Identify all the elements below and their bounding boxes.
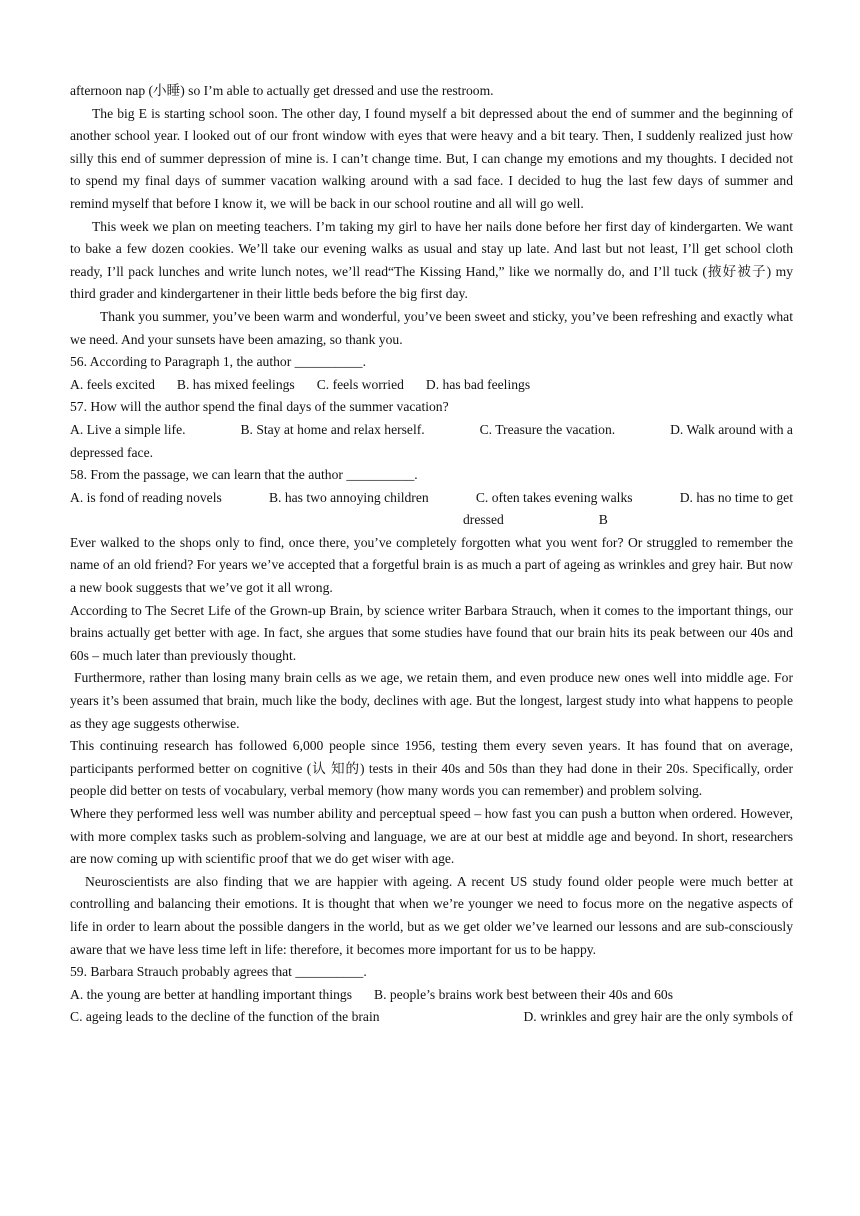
option-a: A. feels excited [70,376,155,392]
section-label: B [598,512,608,528]
paragraph-2: This week we plan on meeting teachers. I’m taking my girl to have her nails done before her first day of kindergarten. We want to bake a few dozen cookies. We’ll take our evening walks as usual and stay up late. And last but not least, I’ll get school cloth ready, I’ll pack lunches and write lunch notes, we’ll read“The Kissing Hand,” like we normally do, and I’ll tuck (掖好被子) my third grader and kindergartener in their little beds before the big first day. [70,218,793,302]
option-b: B. has two annoying children [268,489,429,505]
question-59-stem: 59. Barbara Strauch probably agrees that __________. [70,964,367,980]
option-a: A. Live a simple life. [70,421,186,437]
paragraph-continuation: afternoon nap (小睡) so I’m able to actually get dressed and use the restroom. [70,83,494,98]
question-56-options [70,374,793,397]
question-58-options [70,487,793,510]
passage-b-paragraph-2: According to The Secret Life of the Grown-up Brain, by science writer Barbara Strauch, when it comes to the important things, our brains actually get better with age. In fact, she argues that some studies have found that our brain hits its peak between our 40s and 60s – much later than previously thought. [70,602,793,663]
option-c: C. often takes evening walks [475,489,633,505]
paragraph-3: Thank you summer, you’ve been warm and wonderful, you’ve been sweet and sticky, you’ve been refreshing and exactly what we need. And your sunsets have been amazing, so thank you. [70,308,793,347]
question-57-options [70,419,793,442]
option-b: B. people’s brains work best between their 40s and 60s [374,986,674,1002]
paragraph-1: The big E is starting school soon. The other day, I found myself a bit depressed about the end of summer and the beginning of another school year. I looked out of our front window with eyes that were heavy and a bit teary. Then, I suddenly realized just how silly this end of summer depression of mine is. I can’t change time. But, I can change my emotions and my thoughts. I decided not to spend my final days of summer vacation walking around with a sad face. I decided to hug the last few days of summer and remind myself that before I know it, we will be back in our school routine and all will go well. [70,105,793,211]
passage-b-paragraph-6: Neuroscientists are also finding that we are happier with ageing. A recent US study found older people were much better at controlling and balancing their emotions. It is thought that when we’re younger we need to focus more on the negative aspects of life in order to learn about the possible dangers in the world, but as we get older we’ve learned our lessons and are sub-consciously aware that we have less time left in life: therefore, it becomes more important for us to be happy. [70,873,793,957]
question-58-stem: 58. From the passage, we can learn that the author __________. [70,467,418,483]
option-a: A. is fond of reading novels [70,489,222,505]
passage-b-paragraph-1: Ever walked to the shops only to find, once there, you’ve completely forgotten what you went for? Or struggled to remember the name of an old friend? For years we’ve accepted that a forgetful brain is as much a part of ageing as wrinkles and grey hair. But now a new book suggests that we’ve got it all wrong. [70,534,793,596]
question-59-options-row1 [70,984,793,1007]
passage-b-paragraph-4: This continuing research has followed 6,000 people since 1956, testing them every seven years. It has found that on average, participants performed better on cognitive (认 知的) tests in their 40s and 50s than they had done in their 20s. Specifically, order people did better on tests of vocabulary, verbal memory (how many words you can remember) and problem solving. [70,738,793,799]
option-d-continuation-line [70,509,793,532]
option-d-continuation: depressed face. [70,444,154,460]
option-d: D. has bad feelings [425,376,531,392]
option-c: C. ageing leads to the decline of the function of the brain [70,1009,380,1025]
option-d: D. Walk around with a [670,421,793,437]
question-57-stem: 57. How will the author spend the final days of the summer vacation? [70,399,449,415]
option-c: C. Treasure the vacation. [479,421,616,437]
passage-b-paragraph-5: Where they performed less well was number ability and perceptual speed – how fast you can push a button when ordered. However, with more complex tasks such as problem-solving and language, we are at our best at middle age and beyond. In short, researchers are now coming up with scientific proof that we do get wiser with age. [70,806,793,867]
option-b: B. Stay at home and relax herself. [240,421,425,437]
question-59-options-row2 [70,1006,793,1029]
option-a: A. the young are better at handling important things [70,986,353,1002]
passage-b-paragraph-3: Furthermore, rather than losing many brain cells as we age, we retain them, and even produce new ones well into middle age. For years it’s been assumed that brain, much like the body, declines with age. But the longest, largest study into what happens to people as they age suggests otherwise. [70,670,793,731]
option-d-continuation: dressed [463,512,504,528]
question-56-stem: 56. According to Paragraph 1, the author __________. [70,354,366,370]
document-page [70,80,793,1029]
option-b: B. has mixed feelings [176,376,295,392]
option-d: D. has no time to get [679,489,793,505]
option-d: D. wrinkles and grey hair are the only symbols of [523,1009,793,1025]
option-c: C. feels worried [316,376,404,392]
